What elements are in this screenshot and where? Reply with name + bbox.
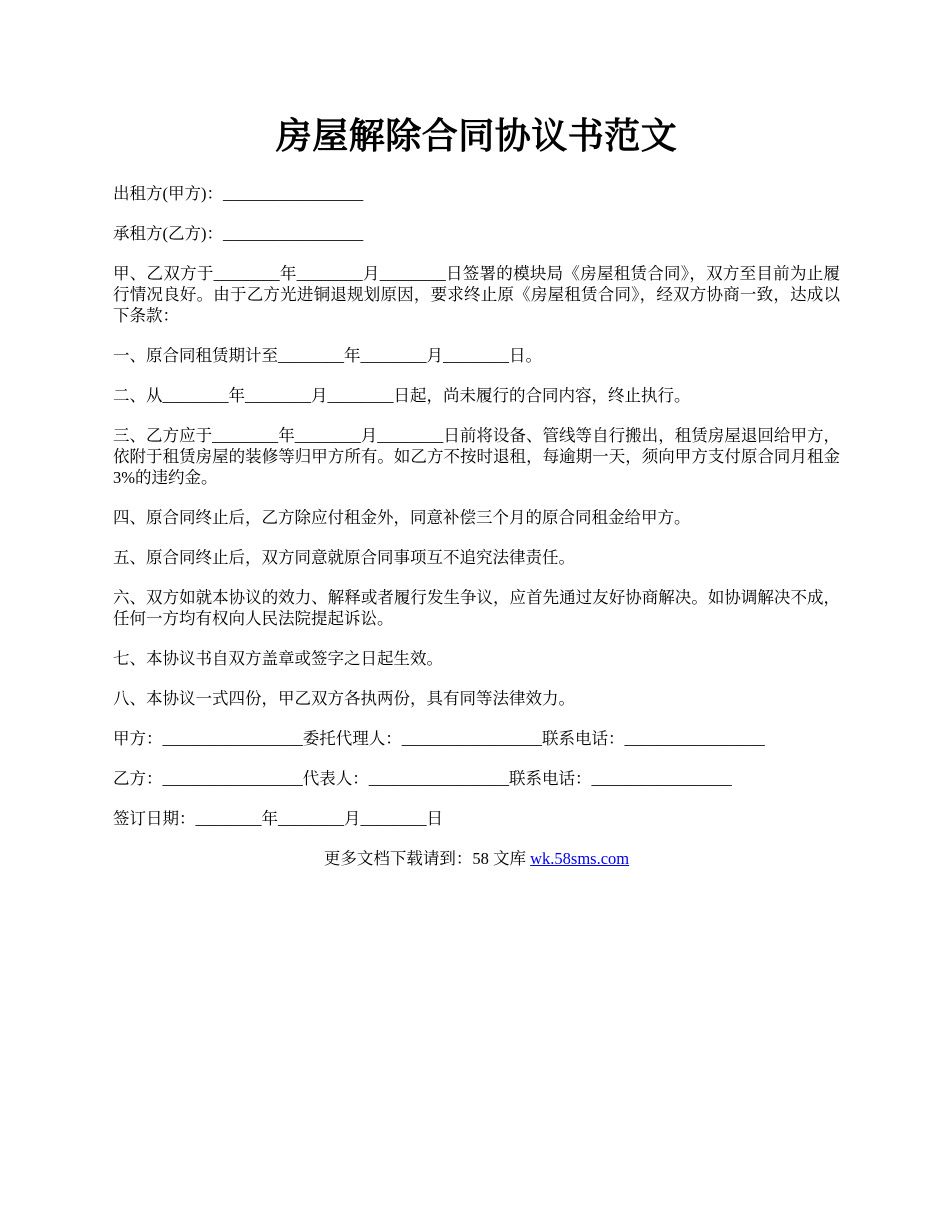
clause-6: 六、双方如就本协议的效力、解释或者履行发生争议，应首先通过友好协商解决。如协调解决不成，任何一方均有权向人民法院提起诉讼。 [113, 588, 840, 628]
party-b-signature-line: 乙方：_________________代表人：_________________联系电话：_________________ [113, 769, 732, 788]
signing-date-line: 签订日期：________年________月________日 [113, 809, 443, 828]
document-page [113, 0, 840, 869]
party-a-signature-line: 甲方：_________________委托代理人：_________________联系电话：_________________ [113, 729, 765, 748]
footer-note [113, 848, 840, 869]
clause-5: 五、原合同终止后，双方同意就原合同事项互不追究法律责任。 [113, 548, 575, 567]
document-title: 房屋解除合同协议书范文 [275, 116, 678, 156]
clause-1: 一、原合同租赁期计至________年________月________日。 [113, 346, 542, 365]
footer-text: 更多文档下载请到：58 文库 [323, 849, 531, 868]
clause-3: 三、乙方应于________年________月________日前将设备、管线等自行搬出，租赁房屋退回给甲方，依附于租赁房屋的装修等归甲方所有。如乙方不按时退租，每逾期一天，须向甲方支付原合同月租金 3%的违约金。 [113, 426, 840, 487]
clause-7: 七、本协议书自双方盖章或签字之日起生效。 [113, 649, 443, 668]
clause-2: 二、从________年________月________日起，尚未履行的合同内容，终止执行。 [113, 386, 691, 405]
clause-4: 四、原合同终止后，乙方除应付租金外，同意补偿三个月的原合同租金给甲方。 [113, 508, 691, 527]
lessee-line: 承租方(乙方)：_________________ [113, 224, 364, 243]
intro-paragraph: 甲、乙双方于________年________月________日签署的模块局《房屋租赁合同》，双方至目前为止履行情况良好。由于乙方光进铜退规划原因，要求终止原《房屋租赁合同》，经双方协商一致，达成以下条款： [113, 264, 840, 325]
lessor-line: 出租方(甲方)：_________________ [113, 184, 364, 203]
clause-8: 八、本协议一式四份，甲乙双方各执两份，具有同等法律效力。 [113, 689, 575, 708]
footer-link[interactable]: wk.58sms.com [530, 849, 630, 868]
